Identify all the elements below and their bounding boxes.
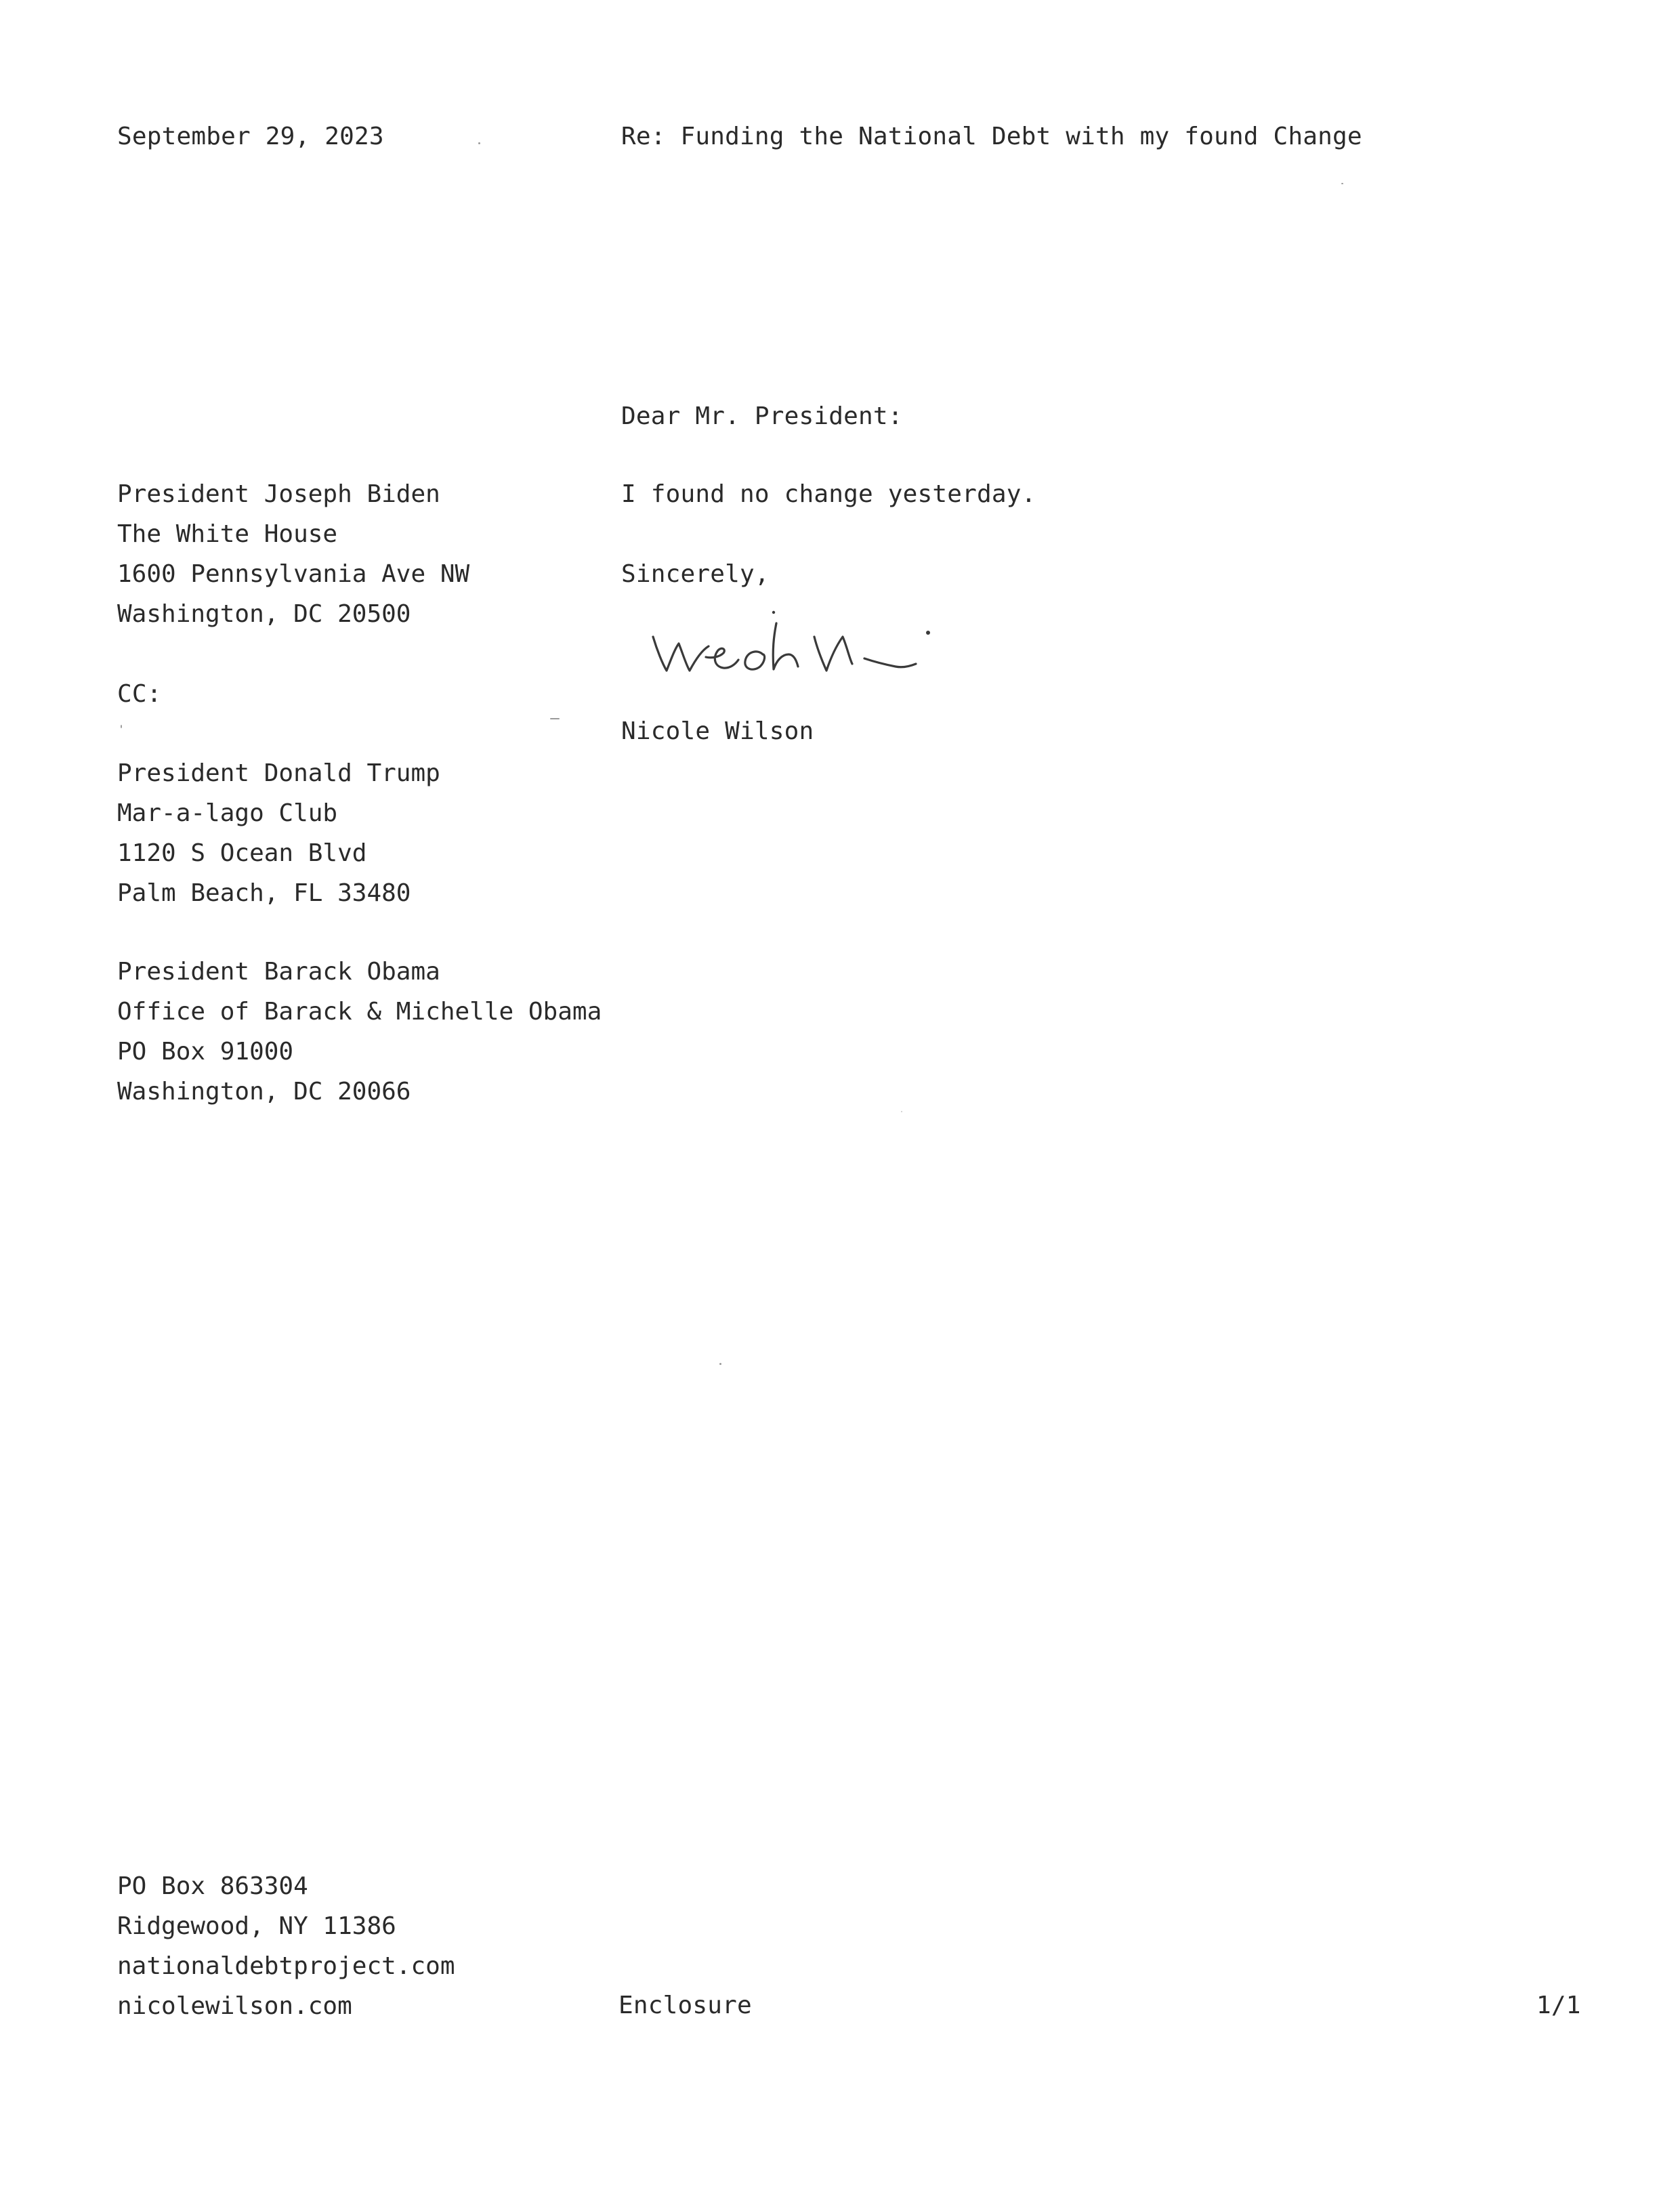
closing: Sincerely, bbox=[621, 560, 770, 588]
subject-line: Re: Funding the National Debt with my found Change bbox=[621, 123, 1362, 150]
address-line: Office of Barack & Michelle Obama bbox=[117, 998, 602, 1026]
cc-address bbox=[117, 753, 440, 913]
address-line: 1600 Pennsylvania Ave NW bbox=[117, 560, 470, 588]
scan-speck bbox=[1341, 183, 1343, 184]
cc-address bbox=[117, 952, 602, 1112]
address-line: Washington, DC 20500 bbox=[117, 600, 411, 628]
recipient-address bbox=[117, 474, 469, 634]
enclosure-note: Enclosure bbox=[618, 1992, 752, 2019]
address-line: President Donald Trump bbox=[117, 759, 440, 787]
scan-speck bbox=[719, 1363, 721, 1365]
address-line: Mar-a-lago Club bbox=[117, 799, 338, 827]
scan-speck bbox=[121, 725, 122, 728]
salutation: Dear Mr. President: bbox=[621, 402, 903, 430]
sender-contact-block bbox=[117, 1866, 455, 2026]
address-line: Washington, DC 20066 bbox=[117, 1078, 411, 1106]
sender-website: nationaldebtproject.com bbox=[117, 1952, 455, 1980]
address-line: 1120 S Ocean Blvd bbox=[117, 839, 367, 867]
sender-address-line: Ridgewood, NY 11386 bbox=[117, 1912, 396, 1940]
address-line: President Joseph Biden bbox=[117, 480, 440, 508]
scan-speck bbox=[550, 718, 560, 719]
cc-label: CC: bbox=[117, 680, 162, 708]
handwritten-signature bbox=[644, 596, 982, 691]
page-number: 1/1 bbox=[1536, 1992, 1581, 2019]
address-line: The White House bbox=[117, 520, 338, 548]
scan-speck bbox=[901, 1111, 902, 1112]
address-line: Palm Beach, FL 33480 bbox=[117, 879, 411, 907]
address-line: PO Box 91000 bbox=[117, 1038, 294, 1066]
letter-body: I found no change yesterday. bbox=[621, 480, 1036, 508]
sender-website: nicolewilson.com bbox=[117, 1992, 352, 2020]
letter-date: September 29, 2023 bbox=[117, 123, 384, 150]
sender-address-line: PO Box 863304 bbox=[117, 1872, 308, 1900]
scan-speck bbox=[478, 142, 480, 144]
signer-name: Nicole Wilson bbox=[621, 717, 814, 745]
address-line: President Barack Obama bbox=[117, 958, 440, 986]
